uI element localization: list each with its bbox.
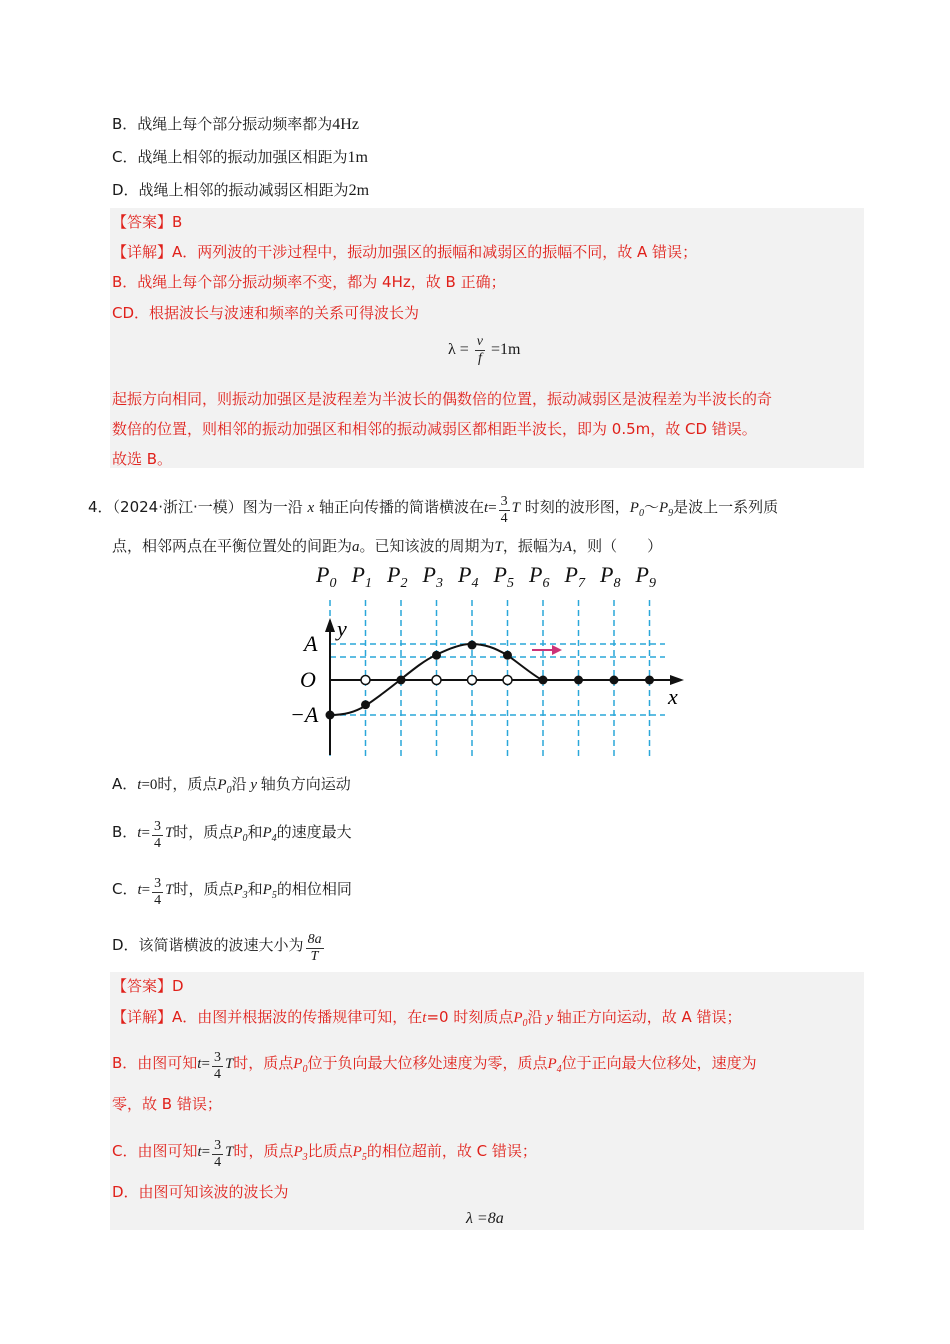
y-axis-arrow xyxy=(325,618,335,632)
particle-p1 xyxy=(361,700,370,709)
particle-p4 xyxy=(468,641,477,650)
q3-detail-b: B．战绳上每个部分振动频率不变，都为 4Hz，故 B 正确； xyxy=(112,273,506,291)
particle-p0 xyxy=(326,711,335,720)
particle-p2 xyxy=(397,676,406,685)
q3-answer: 【答案】B xyxy=(112,213,183,231)
neg-amplitude-label: −A xyxy=(290,702,319,727)
q4-detail-b: B．由图可知t= $\frac{3}{4}$ T时，质点$P_0$位于负向最大位移处速度为零，质点$P_4$位于正向最大位移处，速度为 xyxy=(112,1050,757,1082)
q3-explain-1: 起振方向相同，则振动加强区是波程差为半波长的偶数倍的位置，振动减弱区是波程差为半波长的奇 xyxy=(112,390,773,408)
q4-option-b: B．t= $\frac{3}{4}$ T时，质点$P_0$和$P_4$的速度最大 xyxy=(112,819,352,851)
wave-figure xyxy=(0,560,950,760)
q4-detail-b-cont: 零，故 B 错误； xyxy=(112,1095,222,1113)
q4-stem-line2: 点，相邻两点在平衡位置处的间距为a。已知该波的周期为T，振幅为A，则（ ） xyxy=(112,537,663,555)
q3-option-b: B．战绳上每个部分振动频率都为4Hz xyxy=(112,115,359,133)
q4-wavelength-formula: λ =8a xyxy=(466,1210,504,1227)
q3-explain-2: 数倍的位置，则相邻的振动加强区和相邻的振动减弱区都相距半波长，即为 0.5m，故 CD 错误。 xyxy=(112,420,757,438)
q4-stem-line1: 4．（2024·浙江·一模）图为一沿 x 轴正向传播的简谐横波在t= $\frac{3}{4}$ T 时刻的波形图，$P_0\sim P_9$是波上一系列质 xyxy=(88,494,779,526)
q4-detail-d: D．由图可知该波的波长为 xyxy=(112,1183,289,1201)
q3-detail-a: 【详解】A．两列波的干涉过程中，振动加强区的振幅和减弱区的振幅不同，故 A 错误； xyxy=(112,243,698,261)
q3-wavelength-formula: λ = $\frac{v}{f}$ =1m xyxy=(448,334,521,366)
equilibrium-p3 xyxy=(432,676,441,685)
q4-answer: 【答案】D xyxy=(112,977,184,995)
amplitude-label: A xyxy=(304,631,318,656)
q3-detail-cd: CD．根据波长与波速和频率的关系可得波长为 xyxy=(112,304,420,322)
q4-option-c: C．t= $\frac{3}{4}$ T时，质点$P_3$和$P_5$的相位相同 xyxy=(112,876,352,908)
point-label-p1: $P_1$ xyxy=(351,562,372,591)
q3-conclusion: 故选 B。 xyxy=(112,450,173,468)
point-label-p0: $P_0$ xyxy=(316,562,337,591)
q4-option-d: D．该简谐横波的波速大小为 $\frac{8a}{T}$ xyxy=(112,932,322,964)
q4-detail-a: 【详解】A．由图并根据波的传播规律可知，在t=0 时刻质点$P_0$沿 y 轴正方向运动，故 A 错误； xyxy=(112,1008,742,1029)
q3-option-d: D．战绳上相邻的振动减弱区相距为2m xyxy=(112,181,370,199)
point-label-p8: $P_8$ xyxy=(600,562,621,591)
q4-detail-c: C．由图可知t= $\frac{3}{4}$ T时，质点$P_3$比质点$P_5$的相位超前，故 C 错误； xyxy=(112,1138,537,1170)
particle-p7 xyxy=(574,676,583,685)
particle-p6 xyxy=(539,676,548,685)
point-label-p7: $P_7$ xyxy=(564,562,585,591)
origin-label: O xyxy=(300,667,316,692)
point-label-p2: $P_2$ xyxy=(387,562,408,591)
point-label-p9: $P_9$ xyxy=(635,562,656,591)
particle-p8 xyxy=(610,676,619,685)
particle-p9 xyxy=(645,676,654,685)
y-axis-label: y xyxy=(337,616,347,641)
x-axis-label: x xyxy=(668,684,678,709)
particle-p3 xyxy=(432,651,441,660)
equilibrium-p1 xyxy=(361,676,370,685)
q3-option-c: C．战绳上相邻的振动加强区相距为1m xyxy=(112,148,368,166)
point-label-p3: $P_3$ xyxy=(422,562,443,591)
point-label-p6: $P_6$ xyxy=(529,562,550,591)
equilibrium-p4 xyxy=(468,676,477,685)
equilibrium-p5 xyxy=(503,676,512,685)
point-label-p4: $P_4$ xyxy=(458,562,479,591)
point-label-p5: $P_5$ xyxy=(493,562,514,591)
q4-option-a: A．t=0时，质点$P_0$沿 y 轴负方向运动 xyxy=(112,775,351,796)
particle-p5 xyxy=(503,651,512,660)
propagation-arrowhead xyxy=(552,645,562,655)
